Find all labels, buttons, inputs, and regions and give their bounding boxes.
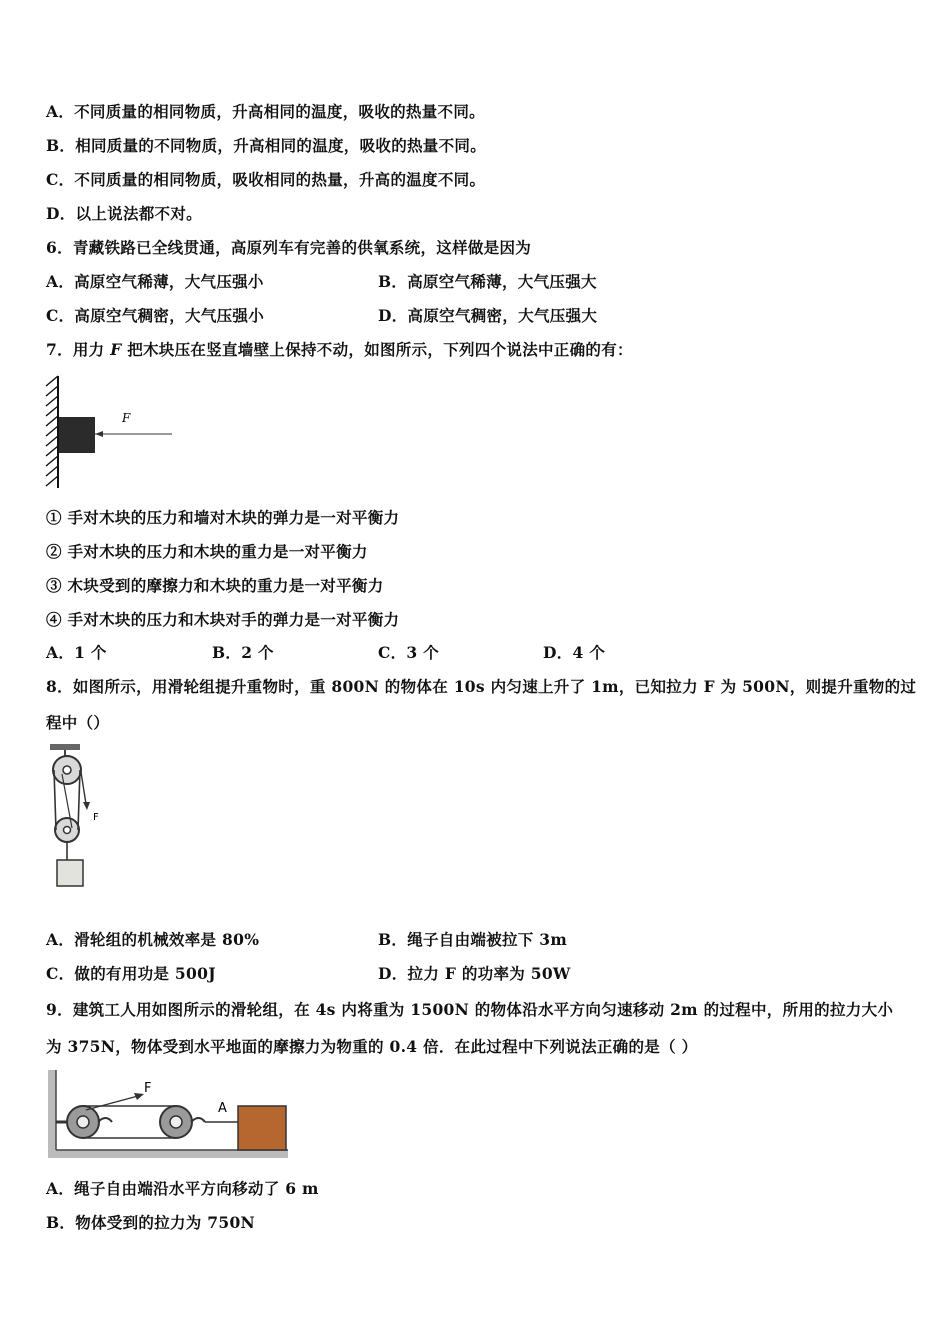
q7-stem: 7．用力 F 把木块压在竖直墙壁上保持不动，如图所示，下列四个说法中正确的有： (46, 340, 633, 359)
q7-force-variable: F (110, 340, 122, 359)
q7-option-b: B．2 个 (212, 643, 274, 662)
q6-option-b: B．高原空气稀薄，大气压强大 (378, 272, 597, 291)
q7-figure-wall-block (44, 372, 184, 492)
q6-stem: 6．青藏铁路已全线贯通，高原列车有完善的供氧系统，这样做是因为 (46, 238, 532, 257)
q8-option-d: D．拉力 F 的功率为 50W (378, 964, 571, 983)
q7-option-a: A．1 个 (46, 643, 107, 662)
q8-stem-line-1: 8．如图所示，用滑轮组提升重物时，重 800N 的物体在 10s 内匀速上升了 1m，已知拉力 F 为 500N，则提升重物的过 (46, 677, 917, 696)
q5-option-c: C．不同质量的相同物质，吸收相同的热量，升高的温度不同。 (46, 170, 486, 189)
q7-option-c: C．3 个 (378, 643, 440, 662)
q7-figure-force-label: F (122, 411, 131, 425)
q8-option-b: B．绳子自由端被拉下 3m (378, 930, 568, 949)
q8-option-a: A．滑轮组的机械效率是 80% (46, 930, 260, 949)
q9-figure-force-label: F (144, 1081, 152, 1096)
q7-statement-4: ④ 手对木块的压力和木块对手的弹力是一对平衡力 (46, 610, 400, 629)
q7-option-d: D．4 个 (543, 643, 606, 662)
q5-option-a: A．不同质量的相同物质，升高相同的温度，吸收的热量不同。 (46, 102, 485, 121)
q7-statement-2: ② 手对木块的压力和木块的重力是一对平衡力 (46, 542, 368, 561)
q8-figure-force-label: F (93, 812, 99, 823)
q7-statement-3: ③ 木块受到的摩擦力和木块的重力是一对平衡力 (46, 576, 384, 595)
q6-option-a: A．高原空气稀薄，大气压强小 (46, 272, 264, 291)
q9-figure-point-label: A (218, 1101, 227, 1116)
q5-option-b: B．相同质量的不同物质，升高相同的温度，吸收的热量不同。 (46, 136, 487, 155)
q5-option-d: D．以上说法都不对。 (46, 204, 202, 223)
q8-stem-line-2: 程中（） (46, 713, 110, 732)
q8-figure-pulley-system (46, 742, 116, 892)
q9-figure-horizontal-pulley (46, 1068, 290, 1160)
q8-option-c: C．做的有用功是 500J (46, 964, 216, 983)
q7-statement-1: ① 手对木块的压力和墙对木块的弹力是一对平衡力 (46, 508, 400, 527)
q9-option-a: A．绳子自由端沿水平方向移动了 6 m (46, 1179, 319, 1198)
q6-option-d: D．高原空气稠密，大气压强大 (378, 306, 598, 325)
q9-stem-line-1: 9．建筑工人用如图所示的滑轮组，在 4s 内将重为 1500N 的物体沿水平方向匀速移动 2m 的过程中，所用的拉力大小 (46, 1000, 894, 1019)
q9-option-b: B．物体受到的拉力为 750N (46, 1213, 256, 1232)
q9-stem-line-2: 为 375N，物体受到水平地面的摩擦力为物重的 0.4 倍．在此过程中下列说法正确的是（ ） (46, 1037, 698, 1056)
q6-option-c: C．高原空气稠密，大气压强小 (46, 306, 265, 325)
